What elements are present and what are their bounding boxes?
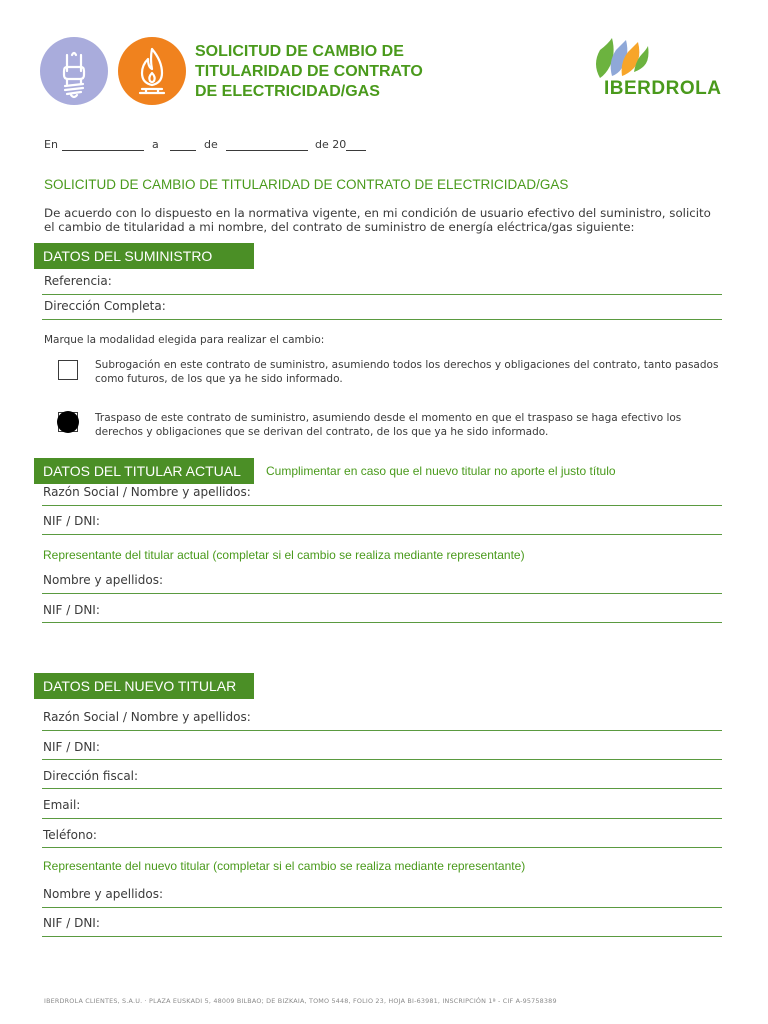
footer-legal-text: IBERDROLA CLIENTES, S.A.U. · PLAZA EUSKADI 5, 48009 BILBAO; DE BIZKAIA, TOMO 5448, FOLIO 23, HOJA BI-63981, INSCRIPCIÓN 1ª - CIF A-95758389 bbox=[44, 997, 557, 1005]
date-year-label: de 20 bbox=[315, 138, 347, 151]
field-nuevo-nif-label: NIF / DNI: bbox=[43, 740, 100, 754]
field-rep-nuevo-nif-line[interactable] bbox=[42, 936, 722, 937]
field-direccion-line[interactable] bbox=[42, 319, 722, 320]
field-nuevo-direccion-label: Dirección fiscal: bbox=[43, 769, 139, 783]
field-referencia-label: Referencia: bbox=[44, 274, 112, 288]
field-rep-nuevo-nombre-line[interactable] bbox=[42, 907, 722, 908]
field-nuevo-direccion-line[interactable] bbox=[42, 788, 722, 789]
main-heading: SOLICITUD DE CAMBIO DE TITULARIDAD DE CONTRATO DE ELECTRICIDAD/GAS bbox=[44, 177, 569, 192]
representante-actual-heading: Representante del titular actual (completar si el cambio se realiza mediante representante) bbox=[43, 548, 525, 562]
option-subrogacion-text: Subrogación en este contrato de suministro, asumiendo todos los derechos y obligaciones del contrato, tanto pasados como futuros, de los que ya he sido informado. bbox=[95, 359, 719, 385]
field-actual-nif-label: NIF / DNI: bbox=[43, 514, 100, 528]
date-de-label: de bbox=[204, 138, 218, 151]
title-line-1: SOLICITUD DE CAMBIO DE bbox=[195, 43, 404, 60]
gas-icon-badge bbox=[118, 37, 186, 105]
field-nuevo-email-line[interactable] bbox=[42, 818, 722, 819]
section-suministro-title: DATOS DEL SUMINISTRO bbox=[34, 243, 254, 269]
field-direccion-label: Dirección Completa: bbox=[44, 299, 166, 313]
field-nuevo-razon-label: Razón Social / Nombre y apellidos: bbox=[43, 710, 251, 724]
option-traspaso-text: Traspaso de este contrato de suministro, asumiendo desde el momento en que el traspaso se haga efectivo los derechos y obligaciones que se derivan del contrato, de los que ya he sido informado. bbox=[95, 412, 682, 438]
date-line bbox=[44, 138, 374, 154]
modalidad-prompt: Marque la modalidad elegida para realizar el cambio: bbox=[44, 334, 325, 346]
option-traspaso-checkbox[interactable] bbox=[58, 412, 78, 432]
field-nuevo-nif-line[interactable] bbox=[42, 759, 722, 760]
field-nuevo-telefono-label: Teléfono: bbox=[43, 828, 97, 842]
document-title bbox=[195, 42, 455, 102]
leaves-icon bbox=[590, 36, 650, 80]
date-day-blank[interactable] bbox=[170, 150, 196, 151]
iberdrola-logo bbox=[590, 36, 730, 98]
section-titular-actual-title: DATOS DEL TITULAR ACTUAL bbox=[34, 458, 254, 484]
field-rep-nuevo-nombre-label: Nombre y apellidos: bbox=[43, 887, 164, 901]
title-line-3: DE ELECTRICIDAD/GAS bbox=[195, 83, 380, 100]
field-nuevo-telefono-line[interactable] bbox=[42, 847, 722, 848]
flame-icon bbox=[118, 37, 186, 105]
representante-nuevo-heading: Representante del nuevo titular (completar si el cambio se realiza mediante representante) bbox=[43, 859, 526, 873]
logo-text: IBERDROLA bbox=[604, 78, 722, 99]
date-month-blank[interactable] bbox=[226, 150, 308, 151]
titular-actual-note: Cumplimentar en caso que el nuevo titular no aporte el justo título bbox=[266, 464, 616, 478]
title-line-2: TITULARIDAD DE CONTRATO bbox=[195, 63, 423, 80]
field-rep-actual-nombre-label: Nombre y apellidos: bbox=[43, 573, 164, 587]
field-actual-razon-label: Razón Social / Nombre y apellidos: bbox=[43, 485, 251, 499]
date-year-blank[interactable] bbox=[346, 150, 366, 151]
field-actual-nif-line[interactable] bbox=[42, 534, 722, 535]
section-nuevo-titular-title: DATOS DEL NUEVO TITULAR bbox=[34, 673, 254, 699]
field-rep-actual-nombre-line[interactable] bbox=[42, 593, 722, 594]
field-nuevo-razon-line[interactable] bbox=[42, 730, 722, 731]
intro-paragraph: De acuerdo con lo dispuesto en la normativa vigente, en mi condición de usuario efectivo del suministro, solicito el cambio de titularidad a mi nombre, del contrato de suministro de energía eléctrica/gas siguiente: bbox=[44, 206, 711, 234]
option-subrogacion-checkbox[interactable] bbox=[58, 360, 78, 380]
date-a-label: a bbox=[152, 138, 159, 151]
field-rep-actual-nif-line[interactable] bbox=[42, 622, 722, 623]
field-rep-nuevo-nif-label: NIF / DNI: bbox=[43, 916, 100, 930]
lightbulb-icon bbox=[40, 37, 108, 105]
field-rep-actual-nif-label: NIF / DNI: bbox=[43, 603, 100, 617]
date-en-label: En bbox=[44, 138, 58, 151]
field-referencia-line[interactable] bbox=[42, 294, 722, 295]
field-nuevo-email-label: Email: bbox=[43, 798, 81, 812]
date-place-blank[interactable] bbox=[62, 150, 144, 151]
electricity-icon-badge bbox=[40, 37, 108, 105]
field-actual-razon-line[interactable] bbox=[42, 505, 722, 506]
